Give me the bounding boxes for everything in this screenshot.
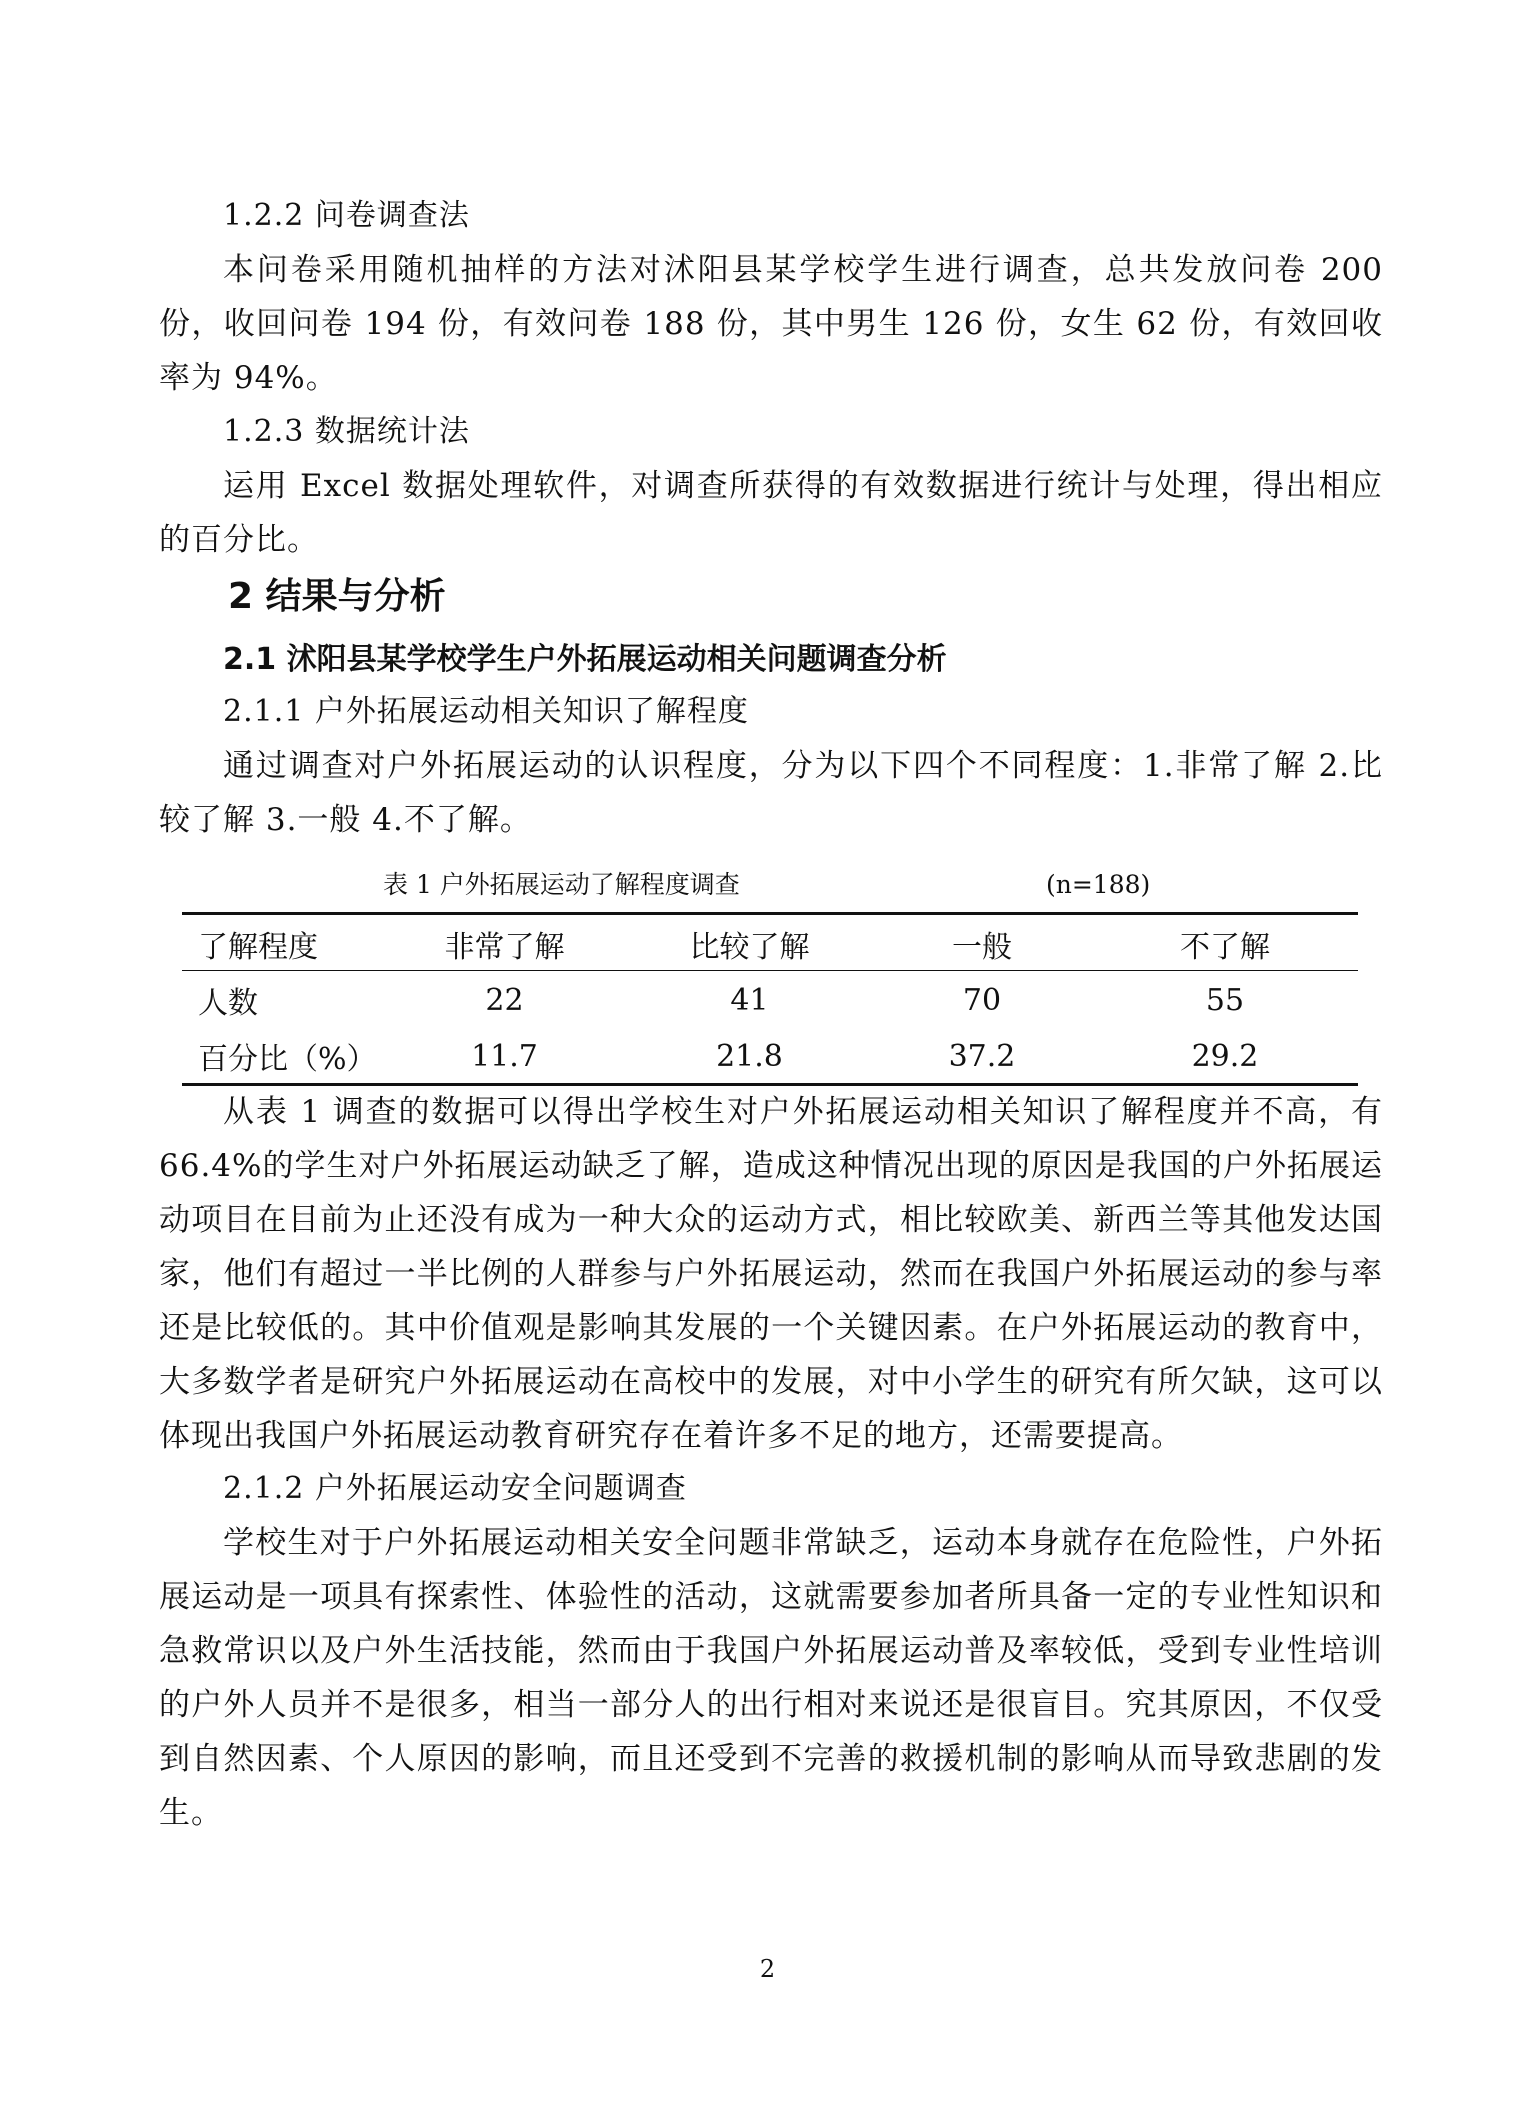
table-row <box>182 1028 1358 1084</box>
table-cell: 70 <box>962 982 1002 1018</box>
table-cell: 29.2 <box>1191 1038 1259 1074</box>
paragraph-levels: 通过调查对户外拓展运动的认识程度，分为以下四个不同程度：1.非常了解 2.比较了解 3.一般 4.不了解。 <box>159 748 1383 838</box>
table-cell: 22 <box>485 982 524 1018</box>
table-row <box>182 972 1358 1028</box>
table-cell: 41 <box>730 982 769 1018</box>
table-cell: 21.8 <box>716 1038 783 1074</box>
table-caption: 表 1 户外拓展运动了解程度调查 <box>383 870 740 899</box>
section-heading-1-2-2: 1.2.2 问卷调查法 <box>223 198 470 233</box>
paragraph-statistics: 运用 Excel 数据处理软件，对调查所获得的有效数据进行统计与处理，得出相应的百分比。 <box>159 468 1383 558</box>
section-heading-2-1: 2.1 沭阳县某学校学生户外拓展运动相关问题调查分析 <box>223 642 947 677</box>
table-cell: 37.2 <box>948 1038 1016 1074</box>
table-header-row <box>182 916 1358 972</box>
table-cell: 55 <box>1205 982 1245 1018</box>
section-heading-2-1-2: 2.1.2 户外拓展运动安全问题调查 <box>223 1471 687 1506</box>
paragraph-safety: 学校生对于户外拓展运动相关安全问题非常缺乏，运动本身就存在危险性，户外拓展运动是一项具有探索性、体验性的活动，这就需要参加者所具备一定的专业性知识和急救常识以及户外生活技能，然而由于我国户外拓展运动普及率较低，受到专业性培训的户外人员并不是很多，相当一部分人的出行相对来说还是很盲目。究其原因，不仅受到自然因素、个人原因的影响，而且还受到不完善的救援机制的影响从而导致悲剧的发生。 <box>159 1525 1383 1831</box>
table-header-cell: 一般 <box>952 930 1012 965</box>
table-sample-size: (n=188) <box>1046 870 1151 899</box>
chapter-heading-results: 2 结果与分析 <box>228 576 446 617</box>
paragraph-questionnaire: 本问卷采用随机抽样的方法对沭阳县某学校学生进行调查，总共发放问卷 200 份，收回问卷 194 份，有效问卷 188 份，其中男生 126 份，女生 62 份，有效回收率为 94%。 <box>159 252 1383 396</box>
table-row-label: 人数 <box>198 986 258 1021</box>
table-header-cell: 了解程度 <box>198 930 318 965</box>
table-header-cell: 非常了解 <box>444 930 565 965</box>
table-header-cell: 比较了解 <box>689 930 810 965</box>
section-heading-2-1-1: 2.1.1 户外拓展运动相关知识了解程度 <box>223 694 749 729</box>
survey-table <box>182 916 1358 1084</box>
table-top-rule <box>182 912 1358 915</box>
table-header-cell: 不了解 <box>1180 930 1270 965</box>
page-number: 2 <box>759 1955 776 1983</box>
section-heading-1-2-3: 1.2.3 数据统计法 <box>223 414 470 449</box>
table-row-label: 百分比（%） <box>198 1042 377 1077</box>
paragraph-analysis: 从表 1 调查的数据可以得出学校生对户外拓展运动相关知识了解程度并不高，有 66.4%的学生对户外拓展运动缺乏了解，造成这种情况出现的原因是我国的户外拓展运动项目在目前为止还没有成为一种大众的运动方式，相比较欧美、新西兰等其他发达国家，他们有超过一半比例的人群参与户外拓展运动，然而在我国户外拓展运动的参与率还是比较低的。其中价值观是影响其发展的一个关键因素。在户外拓展运动的教育中，大多数学者是研究户外拓展运动在高校中的发展，对中小学生的研究有所欠缺，这可以体现出我国户外拓展运动教育研究存在着许多不足的地方，还需要提高。 <box>159 1094 1383 1454</box>
table-cell: 11.7 <box>471 1038 538 1074</box>
